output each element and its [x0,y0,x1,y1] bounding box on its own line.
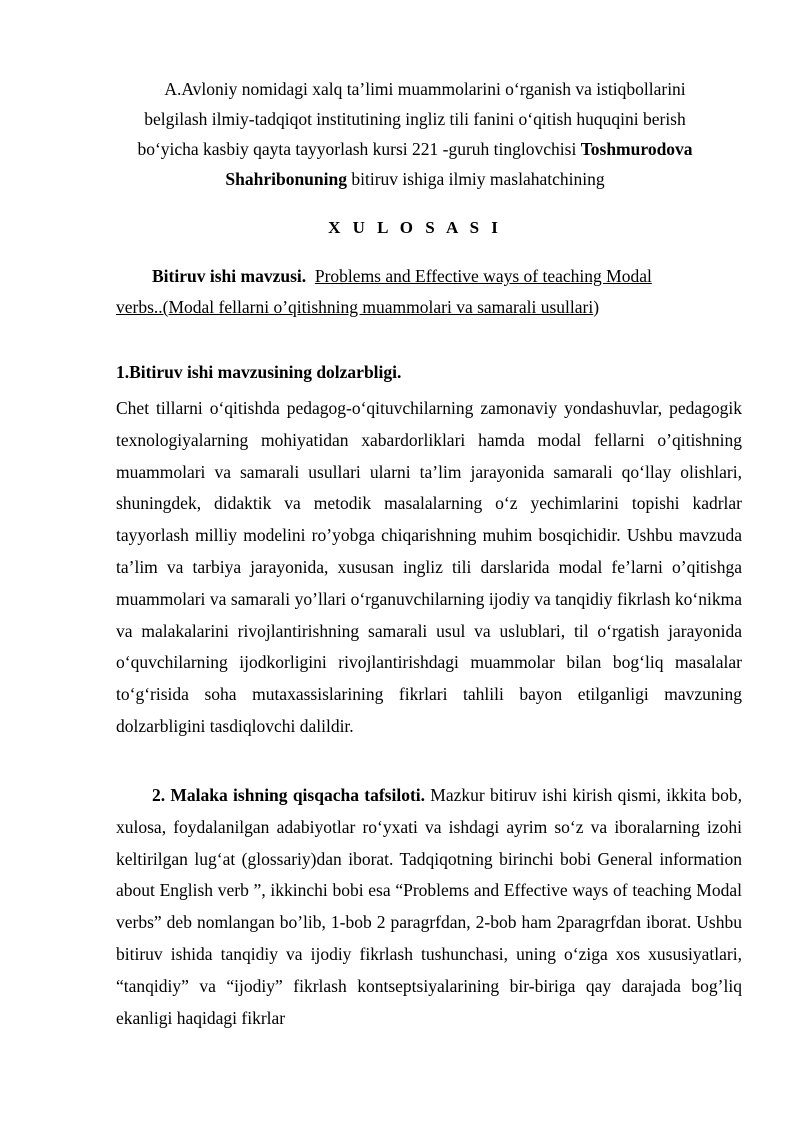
section-2 [116,780,742,1034]
header-line-1: A.Avloniy nomidagi xalq ta’limi muammolarini o‘rganish va istiqbollarini [164,79,686,99]
topic-label: Bitiruv ishi mavzusi. [152,266,307,286]
student-name: Shahribonuning [225,169,347,189]
page-title: X U L O S A S I [328,218,502,237]
document-header [100,74,730,194]
header-line-2: belgilash ilmiy-tadqiqot institutining ingliz tili fanini o‘qitish huquqini berish [144,109,686,129]
section-2-heading: 2. Malaka ishning qisqacha tafsiloti. [152,785,426,805]
section-2-body: Mazkur bitiruv ishi kirish qismi, ikkita bob, xulosa, foydalanilgan adabiyotlar ro‘yxati va ishdagi ayrim so‘z va iboralarning izohi keltirilgan lug‘at (glossariy)dan iborat. Tadqiqotning birinchi bobi General information about English verb ”, ikkinchi bobi esa “Problems and Effective ways of teaching Modal verbs” deb nomlangan bo’lib, 1-bob 2 paragrfdan, 2-bob ham 2paragrfdan iborat. Ushbu bitiruv ishida tanqidiy va ijodiy fikrlash tushunchasi, uning o‘ziga xos xususiyatlari, “tanqidiy” va “ijodiy” fikrlash kontseptsiyalarining bir-biriga qay darajada bog’liq ekanligi haqidagi fikrlar [116,785,742,1028]
thesis-topic [116,261,756,323]
topic-text-line-2: verbs..(Modal fellarni o’qitishning muammolari va samarali usullari [116,297,594,317]
topic-text-end: ) [593,297,600,317]
topic-text-line-1: Problems and Effective ways of teaching Modal [314,266,652,286]
header-line-4: bitiruv ishiga ilmiy maslahatchining [347,169,605,189]
student-surname: Toshmurodova [580,139,693,159]
section-1-body: Chet tillarni o‘qitishda pedagog-o‘qituvchilarning zamonaviy yondashuvlar, pedagogik texnologiyalarning mohiyatidan xabardorliklari hamda modal fellarni o’qitishning muammolari va samarali usullari ularni ta’lim jarayonida samarali qo‘llay olishlari, shuningdek, didaktik va metodik masalalarning o‘z yechimlarini topishi kadrlar tayyorlash milliy modelini ro’yobga chiqarishning muhim bosqichidir. Ushbu mavzuda ta’lim va tarbiya jarayonida, xususan ingliz tili darslarida modal fe’larni o’qitishga muammolari va samarali yo’llari o‘rganuvchilarning ijodiy va tanqidiy fikrlash ko‘nikma va malakalarini rivojlantirishning samarali usul va uslublari, til o‘rgatish jarayonida o‘quvchilarning ijodkorligini rivojlantirishdagi muammolar bilan bog‘liq masalalar to‘g‘risida soha mutaxassislarining fikrlari tahlili bayon etilganligi mavzuning dolzarbligini tasdiqlovchi dalildir. [116,398,742,736]
section-1-heading: 1.Bitiruv ishi mavzusining dolzarbligi. [116,362,402,382]
header-line-3: bo‘yicha kasbiy qayta tayyorlash kursi 221 -guruh tinglovchisi [137,139,581,159]
